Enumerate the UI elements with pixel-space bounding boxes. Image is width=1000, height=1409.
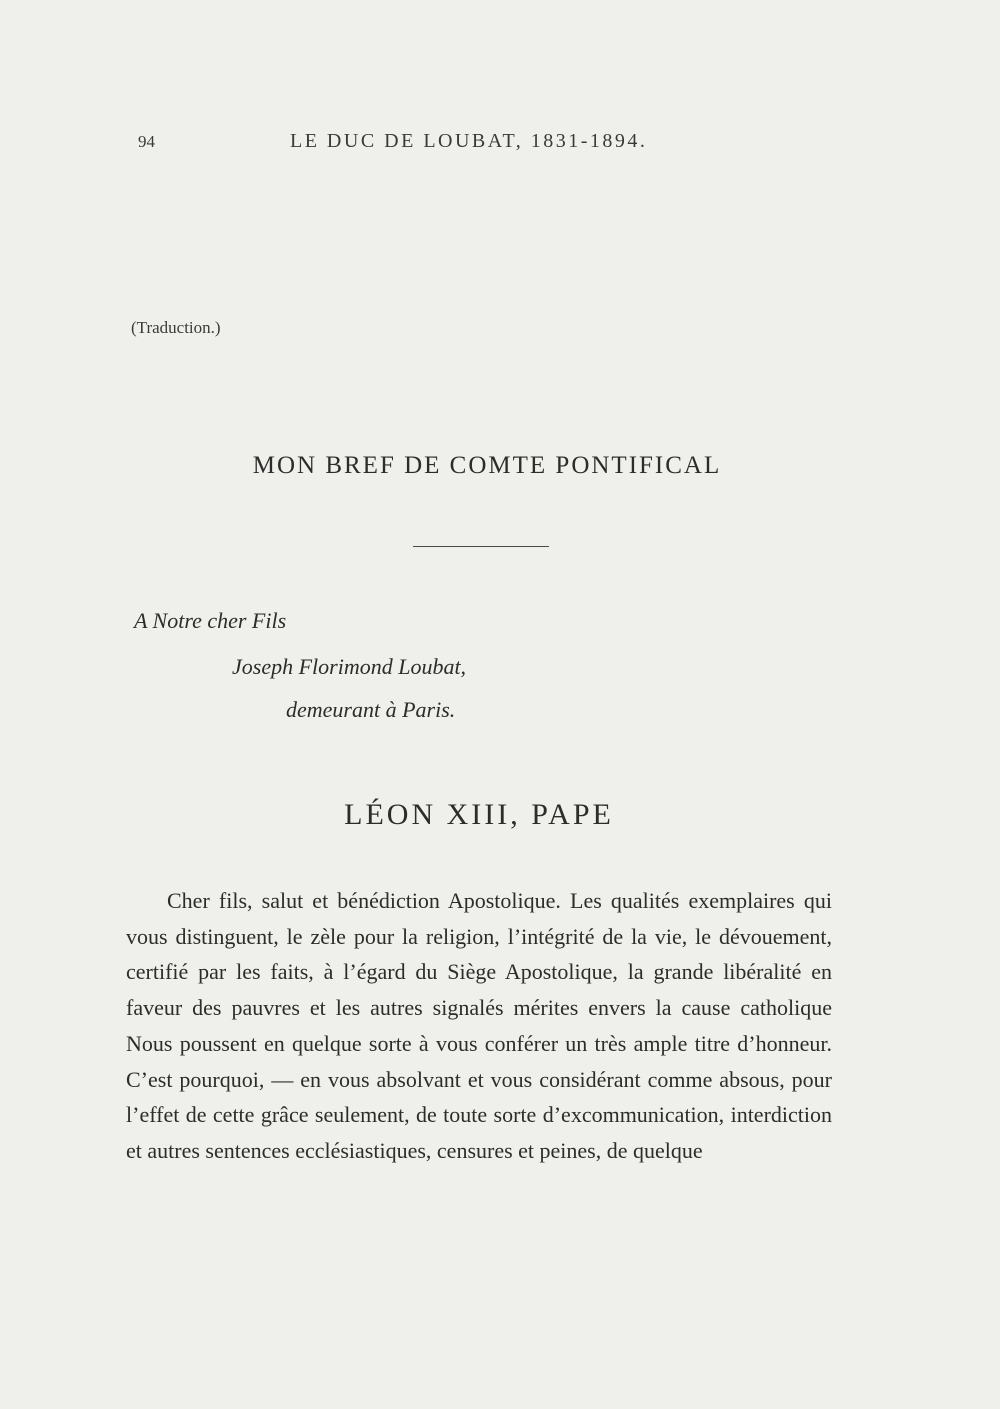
pope-heading: LÉON XIII, PAPE [344,798,614,831]
address-line-2: Joseph Florimond Loubat, [232,654,467,679]
address-line-1: A Notre cher Fils [134,608,287,633]
title-divider [413,546,549,547]
translation-note: (Traduction.) [131,318,221,337]
document-title: MON BREF DE COMTE PONTIFICAL [252,452,722,479]
body-paragraph: Cher fils, salut et bénédiction Apostolique. Les qualités exemplaires qui vous distinguent, le zèle pour la religion, l’intégrité de la vie, le dévouement, certifié par les faits, à l’égard du Siège Apostolique, la grande libéralité en faveur des pauvres et les autres signalés mérites envers la cause catholique Nous poussent en quelque sorte à vous conférer un très ample titre d’honneur. C’est pourquoi, — en vous absolvant et vous considérant comme absous, pour l’effet de cette grâce seulement, de toute sorte d’excommunication, interdiction et autres sentences ecclésiastiques, censures et peines, de quelque [126,888,832,1163]
running-head: LE DUC DE LOUBAT, 1831-1894. [290,130,648,152]
page-number: 94 [138,132,155,151]
address-line-3: demeurant à Paris. [286,697,456,722]
